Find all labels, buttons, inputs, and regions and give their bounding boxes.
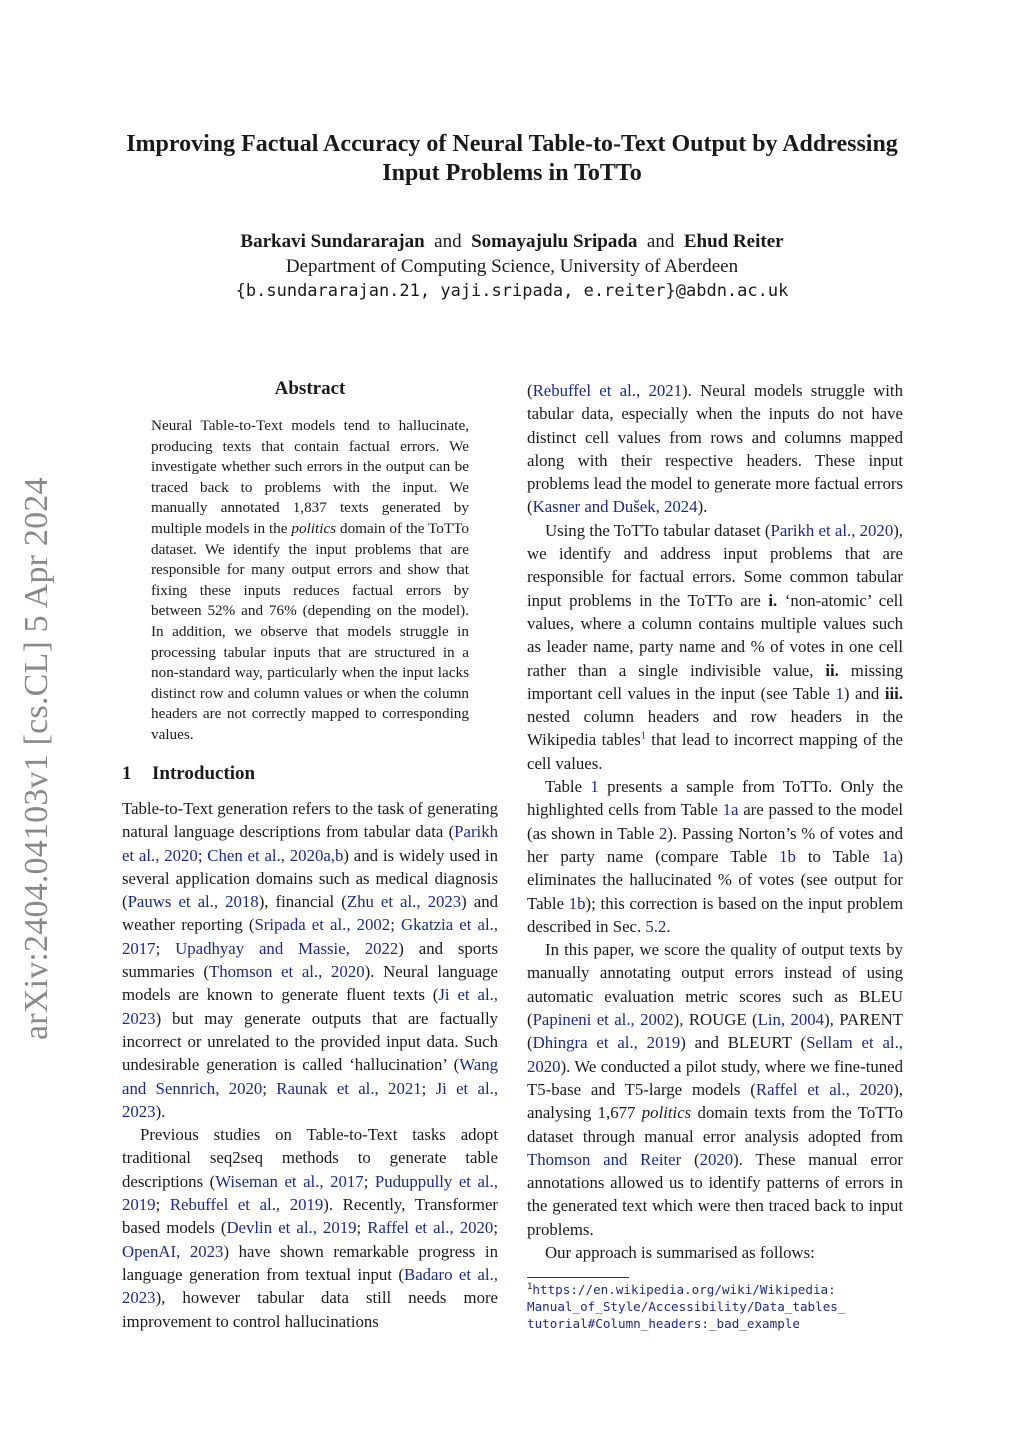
abstract-politics-term: politics — [291, 519, 337, 537]
text: ) eliminates the hallucinated % of votes (see output for Table — [527, 846, 903, 913]
text: ); this correction is based on the input problem described in Sec. — [527, 893, 903, 936]
text: ) and weather reporting ( — [122, 892, 498, 935]
text: ; — [493, 1218, 498, 1238]
affiliation: Department of Computing Science, University of Aberdeen — [285, 256, 739, 277]
text: ; — [356, 1218, 368, 1238]
citation-link[interactable]: Zhu et al., 2023 — [346, 892, 462, 912]
intro-paragraph-5 — [527, 938, 903, 1241]
abstract-text-1: Neural Table-to-Text models tend to hallucinate, producing texts that contain factual errors. We investigate whether such errors in the output can be traced back to problems with the input. We manually annotated 1,837 texts generated by multiple models in the — [151, 417, 469, 537]
author-list — [100, 229, 924, 254]
footnote — [527, 1281, 907, 1333]
list-marker: ii. — [825, 660, 839, 680]
citation-link[interactable]: 2020 — [699, 1149, 734, 1169]
text: presents a sample from ToTTo. Only the highlighted cells from Table — [527, 777, 903, 820]
citation-link[interactable]: Papineni et al., 2002 — [532, 1010, 674, 1030]
citation-link[interactable]: Pauws et al., 2018 — [127, 892, 259, 912]
citation-link[interactable]: Parikh et al., 2020 — [122, 822, 498, 865]
paper-title — [100, 130, 924, 188]
footnote-url-line-2[interactable]: Manual_of_Style/Accessibility/Data_tables_ — [527, 1299, 846, 1315]
intro-paragraph-2 — [122, 1123, 498, 1333]
table-ref-link[interactable]: 1b — [568, 893, 586, 913]
section-ref-link[interactable]: 5.2 — [645, 916, 667, 936]
text: ( — [681, 1149, 700, 1169]
text: Previous studies on Table-to-Text tasks adopt traditional seq2seq methods to generate table descriptions ( — [122, 1125, 498, 1191]
title-line-2: Input Problems in ToTTo — [382, 160, 642, 186]
intro-paragraph-2-continued — [527, 379, 903, 519]
text: ), ROUGE ( — [673, 1010, 758, 1030]
section-heading-introduction — [122, 763, 498, 785]
text: ). Neural models struggle with tabular data, especially when the inputs do not have distinct cell values from rows and columns mapped along with their respective headers. These input problems lead the model to generate more factual errors ( — [527, 381, 903, 517]
text: ), financial ( — [258, 892, 347, 912]
citation-link[interactable]: Ji et al., 2023 — [122, 985, 498, 1028]
intro-paragraph-4 — [527, 775, 903, 938]
abstract-body — [151, 416, 469, 746]
section-title: Introduction — [152, 763, 256, 784]
footnote-url-line-3[interactable]: tutorial#Column_headers:_bad_example — [527, 1316, 800, 1332]
author-emails: {b.sundararajan.21, yaji.sripada, e.reiter}@abdn.ac.uk — [235, 281, 789, 301]
text: missing important cell values in the input (see Table — [527, 660, 903, 703]
abstract-heading: Abstract — [274, 378, 346, 399]
citation-link[interactable]: Raffel et al., 2020 — [755, 1079, 894, 1099]
citation-link[interactable]: Chen et al., 2020a,b — [207, 845, 344, 865]
text: ‘non-atomic’ cell values, where a column contains multiple values such as leader name, party name and % of votes in one cell rather than a single indivisible value, — [527, 590, 903, 680]
text: ) and sports summaries ( — [122, 938, 498, 982]
text: domain texts from the ToTTo dataset through manual error analysis adopted from — [527, 1103, 903, 1146]
table-ref-link[interactable]: 1 — [590, 777, 599, 797]
author-conjunction-2: and — [646, 231, 675, 252]
text: ). These manual error annotations allowed us to identify patterns of errors in the generated text which were then traced back to input problems. — [527, 1149, 903, 1239]
citation-link[interactable]: Wiseman et al., 2017 — [215, 1171, 364, 1191]
citation-link[interactable]: Dhingra et al., 2019 — [532, 1033, 681, 1053]
text: ), we identify and address input problems that are responsible for factual errors. Some common tabular input problems in the ToTTo are — [527, 520, 904, 610]
citation-link[interactable]: Rebuffel et al., 2019 — [169, 1195, 324, 1215]
text: ). Recently, Transformer based models ( — [122, 1195, 498, 1238]
text: to Table — [795, 846, 882, 866]
text: ), however tabular data still needs more improvement to control hallucinations — [122, 1288, 498, 1331]
emphasis: politics — [641, 1103, 692, 1123]
citation-link[interactable]: Puduppully et al., 2019 — [122, 1171, 498, 1215]
citation-link[interactable]: Sripada et al., 2002 — [254, 915, 391, 935]
citation-link[interactable]: Thomson et al., 2020 — [208, 962, 365, 982]
text: ). — [155, 1101, 166, 1121]
footnote-url-line-1[interactable]: https://en.wikipedia.org/wiki/Wikipedia: — [532, 1282, 836, 1297]
citation-link[interactable]: Rebuffel et al., 2021 — [532, 381, 683, 400]
author-conjunction-1: and — [434, 231, 462, 252]
text: ; — [390, 915, 401, 935]
text: ( — [527, 381, 533, 400]
title-line-1: Improving Factual Accuracy of Neural Table-to-Text Output by Addressing — [126, 131, 898, 157]
table-ref-link[interactable]: 2 — [658, 823, 668, 843]
text: nested column headers and row headers in the Wikipedia tables — [527, 707, 903, 750]
text: ; — [262, 1078, 277, 1098]
text: ). — [697, 497, 708, 517]
citation-link[interactable]: Gkatzia et al., 2017 — [122, 915, 498, 958]
text: ; — [155, 938, 176, 958]
intro-paragraph-1 — [122, 797, 498, 1123]
table-ref-link[interactable]: 1 — [835, 683, 844, 703]
text: are passed to the model (as shown in Table — [527, 800, 904, 843]
text: Table-to-Text generation refers to the task of generating natural language descriptions from tabular data ( — [122, 799, 498, 842]
text: ; — [421, 1078, 436, 1098]
right-column — [527, 379, 903, 1264]
author-2: Somayajulu Sripada — [471, 231, 638, 252]
text: . — [666, 916, 671, 936]
footnote-mark: 1 — [527, 1281, 533, 1292]
intro-paragraph-3 — [527, 519, 903, 775]
text: ; — [155, 1195, 170, 1215]
text: ) and BLEURT ( — [680, 1033, 807, 1053]
table-ref-link[interactable]: 1a — [722, 800, 739, 820]
text: ), analysing 1,677 — [527, 1079, 903, 1123]
text: ; — [363, 1171, 375, 1191]
citation-link[interactable]: Badaro et al., 2023 — [122, 1264, 498, 1308]
citation-link[interactable]: Raunak et al., 2021 — [276, 1078, 422, 1098]
citation-link[interactable]: Sellam et al., 2020 — [527, 1033, 903, 1076]
text: ). We conducted a pilot study, where we fine-tuned T5-base and T5-large models ( — [527, 1056, 903, 1099]
text: ), PARENT ( — [527, 1010, 903, 1053]
citation-link[interactable]: Thomson and Reiter — [527, 1149, 682, 1169]
author-1: Barkavi Sundararajan — [240, 231, 425, 252]
abstract-text-2: domain of the ToTTo dataset. We identify the input problems that are responsible for many output errors and show that fixing these inputs reduces factual errors by between 52% and 76% (depending on the model). In addition, we observe that models struggle in processing tabular inputs that are structured in a non-standard way, particularly when the input lacks distinct row and column values or when the column headers are not correctly mapped to corresponding values. — [151, 519, 469, 743]
citation-link[interactable]: Ji et al., 2023 — [122, 1078, 499, 1121]
citation-link[interactable]: OpenAI, 2023 — [122, 1241, 224, 1261]
citation-link[interactable]: Parikh et al., 2020 — [770, 520, 894, 540]
list-marker: i. — [768, 590, 778, 610]
text: ; — [197, 845, 208, 865]
citation-link[interactable]: Lin, 2004 — [757, 1010, 825, 1030]
text: Using the ToTTo tabular dataset ( — [545, 520, 771, 540]
citation-link[interactable]: Upadhyay and Massie, 2022 — [175, 938, 399, 958]
intro-paragraph-6: Our approach is summarised as follows: — [545, 1242, 815, 1262]
citation-link[interactable]: Devlin et al., 2019 — [226, 1218, 357, 1238]
table-ref-link[interactable]: 1a — [881, 846, 898, 866]
citation-link[interactable]: Wang and Sennrich, 2020 — [122, 1055, 498, 1098]
text: In this paper, we score the quality of output texts by manually annotating output errors instead of using automatic evaluation metric scores such as BLEU ( — [527, 940, 903, 1030]
author-3: Ehud Reiter — [683, 231, 784, 252]
footnote-divider — [527, 1277, 629, 1278]
text: ) have shown remarkable progress in language generation from textual input ( — [122, 1241, 498, 1284]
text: ) and is widely used in several application domains such as medical diagnosis ( — [122, 845, 498, 912]
text: ) and — [843, 683, 885, 703]
section-number: 1 — [122, 763, 132, 784]
left-column — [122, 797, 498, 1333]
citation-link[interactable]: Raffel et al., 2020 — [367, 1218, 494, 1238]
list-marker: iii. — [884, 683, 903, 703]
text: ). Neural language models are known to generate fluent texts ( — [122, 962, 498, 1005]
footnote-ref-link[interactable]: 1 — [640, 730, 646, 742]
text: ). Passing Norton’s % of votes and her party name (compare Table — [527, 823, 903, 866]
citation-link[interactable]: Kasner and Dušek, 2024 — [532, 497, 698, 517]
text: Table — [545, 777, 591, 797]
text: that lead to incorrect mapping of the cell values. — [527, 730, 904, 773]
text: ) but may generate outputs that are factually incorrect or unrelated to the provided input data. Such undesirable generation is called ‘hallucination’ ( — [122, 1008, 498, 1075]
table-ref-link[interactable]: 1b — [779, 846, 796, 866]
arxiv-identifier: arXiv:2404.04103v1 [cs.CL] 5 Apr 2024 — [18, 477, 55, 1040]
